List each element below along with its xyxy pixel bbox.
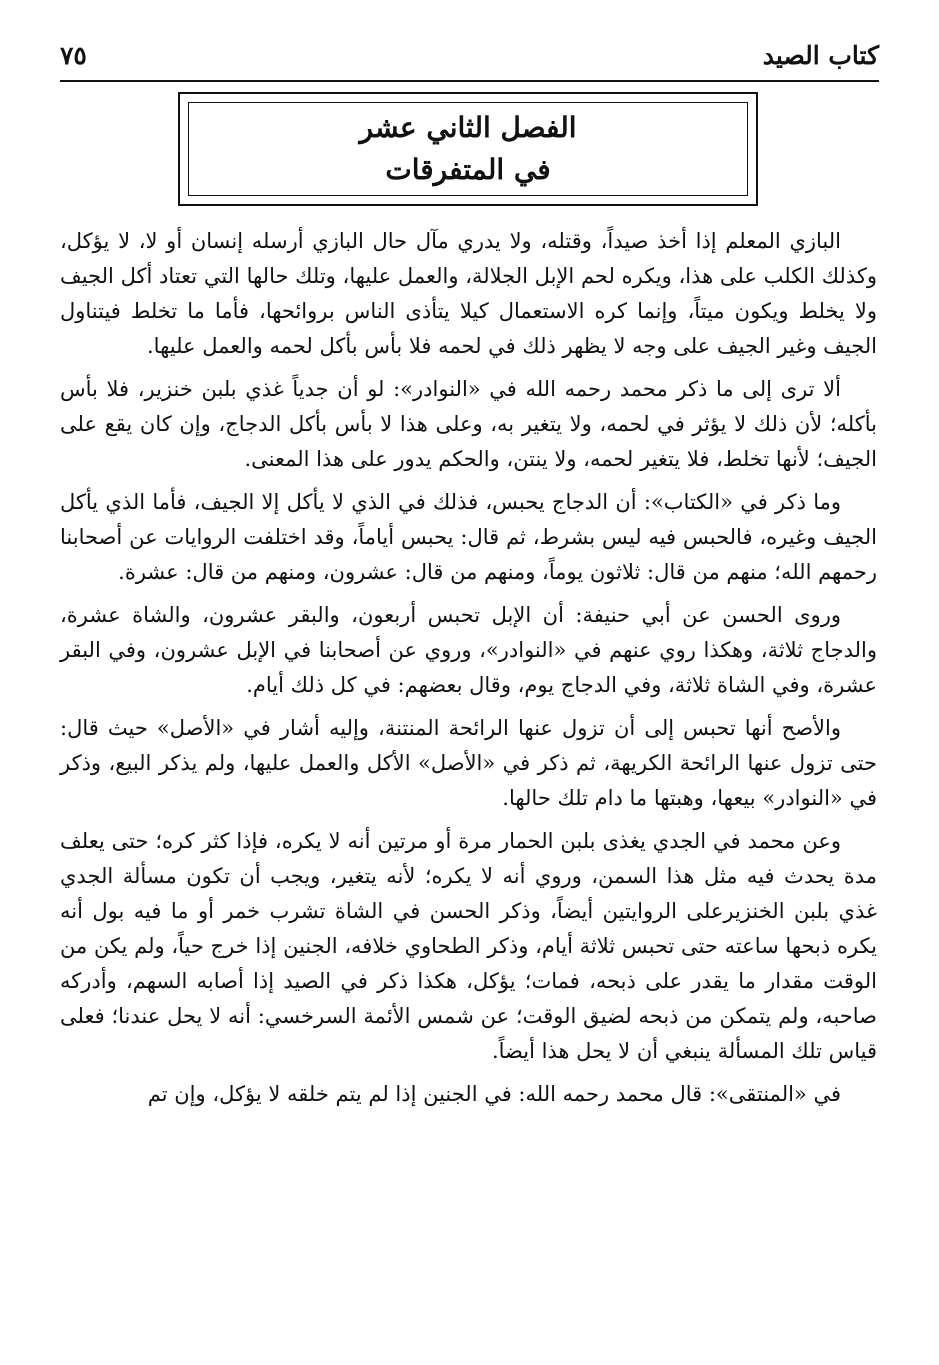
header-rule [60, 80, 879, 82]
running-title: كتاب الصيد [762, 41, 879, 70]
page-number: ٧٥ [60, 41, 87, 70]
paragraph-5: والأصح أنها تحبس إلى أن تزول عنها الرائحة المنتنة، وإليه أشار في «الأصل» حيث قال: حتى تزول عنها الرائحة الكريهة، ثم ذكر في «الأصل» الأكل والعمل عليها، ولم يذكر البيع، وذكر في «النوادر» بيعها، وهبتها ما دام تلك حالها. [60, 716, 877, 810]
paragraph-2: ألا ترى إلى ما ذكر محمد رحمه الله في «النوادر»: لو أن جدياً غذي بلبن خنزير، فلا بأس بأكله؛ لأن ذلك لا يؤثر في لحمه، ولا يتغير به، وعلى هذا لا بأس بأكل الدجاج، وإن كان يقع على الجيف؛ لأنها تخلط، فلا يتغير لحمه، ولا ينتن، والحكم يدور على هذا المعنى. [60, 377, 877, 471]
paragraph-7: في «المنتقى»: قال محمد رحمه الله: في الجنين إذا لم يتم خلقه لا يؤكل، وإن تم [147, 1082, 841, 1106]
chapter-heading-frame [178, 92, 758, 206]
paragraph-3: وما ذكر في «الكتاب»: أن الدجاج يحبس، فذلك في الذي لا يأكل إلا الجيف، فأما الذي يأكل الجيف وغيره، فالحبس فيه ليس بشرط، ثم قال: يحبس أياماً، وقد اختلفت الروايات عن أصحابنا رحمهم الله؛ منهم من قال: ثلاثون يوماً، ومنهم من قال: عشرون، ومنهم من قال: عشرة. [60, 490, 877, 584]
paragraph-6: وعن محمد في الجدي يغذى بلبن الحمار مرة أو مرتين أنه لا يكره، فإذا كثر كره؛ حتى يعلف مدة يحدث فيه مثل هذا السمن، وروي أنه لا يكره؛ لأنه يتغير، ويجب أن تكون مسألة الجدي غذي بلبن الخنزيرعلى الروايتين أيضاً، وذكر الحسن في الشاة تشرب خمر أو ما فيه بول أنه يكره ذبحها ساعته حتى تحبس ثلاثة أيام، وذكر الطحاوي خلافه، الجنين إذا خرج حياً، ولم يكن من الوقت مقدار ما يقدر على ذبحه، فمات؛ يؤكل، هكذا ذكر في الصيد إذا أصابه السهم، وأدركه صاحبه، ولم يتمكن من ذبحه لضيق الوقت؛ عن شمس الأئمة السرخسي: أنه لا يحل عندنا؛ فعلى قياس تلك المسألة ينبغي أن لا يحل هذا أيضاً. [60, 829, 877, 1063]
paragraph-4: وروى الحسن عن أبي حنيفة: أن الإبل تحبس أربعون، والبقر عشرون، والشاة عشرة، والدجاج ثلاثة، وهكذا روي عنهم في «النوادر»، وروي عن أصحابنا في الإبل عشرون، وفي البقر عشرة، وفي الشاة ثلاثة، وفي الدجاج يوم، وقال بعضهم: في كل ذلك أيام. [60, 603, 877, 697]
page-header [60, 36, 879, 76]
body-text [60, 224, 877, 1112]
chapter-subtitle: في المتفرقات [385, 153, 551, 186]
paragraph-1: البازي المعلم إذا أخذ صيداً، وقتله، ولا يدري مآل حال البازي أرسله إنسان أو لا، لا يؤكل، وكذلك الكلب على هذا، ويكره لحم الإبل الجلالة، والعمل عليها، وتلك حالها التي تعتاد أكل الجيف ولا يخلط ويكون ميتاً، وإنما كره الاستعمال كيلا يتأذى الناس بروائحها، فأما ما تخلط فيتناول الجيف وغير الجيف على وجه لا يظهر ذلك في لحمه فلا بأس بأكل لحمه والعمل عليها. [60, 229, 877, 358]
chapter-title: الفصل الثاني عشر [359, 111, 577, 144]
chapter-heading-inner-frame [188, 102, 748, 196]
